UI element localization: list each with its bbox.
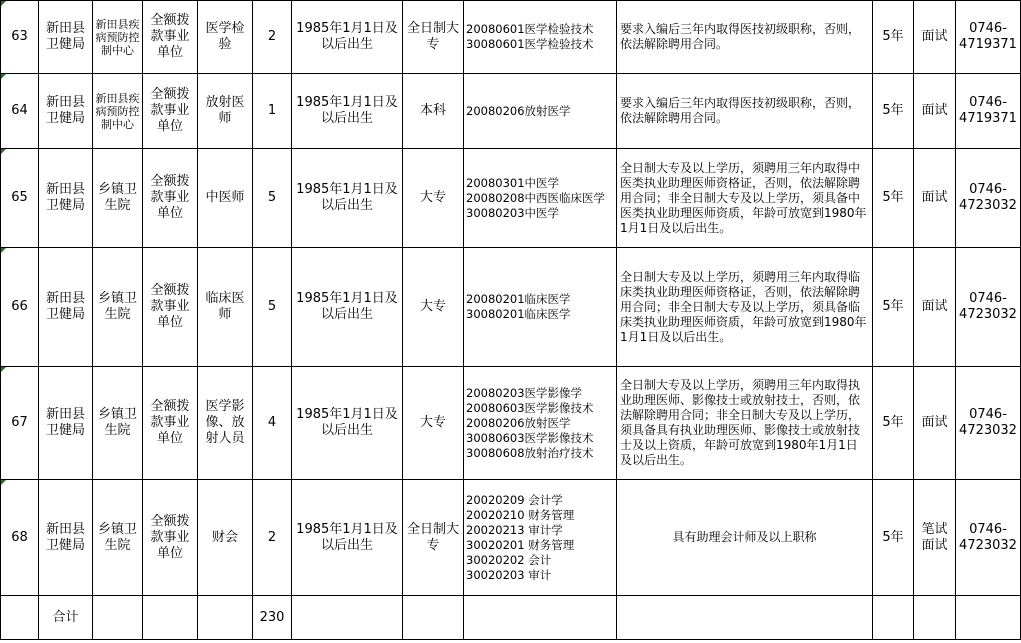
service-term-cell: 5年 (873, 1, 914, 74)
post-cell: 放射医 师 (198, 74, 253, 149)
unit-cell: 乡镇卫 生院 (93, 480, 143, 596)
empty-cell (93, 596, 143, 640)
phone-cell: 0746- 4723032 (956, 480, 1021, 596)
headcount-cell: 2 (253, 480, 292, 596)
post-cell: 财会 (198, 480, 253, 596)
post-cell: 医学影 像、放 射人员 (198, 367, 253, 480)
row-number: 64 (1, 74, 39, 149)
exam-method-cell: 面试 (914, 367, 956, 480)
exam-method-cell: 笔试 面试 (914, 480, 956, 596)
department-cell: 新田县 卫健局 (39, 149, 93, 248)
phone-cell: 0746- 4723032 (956, 367, 1021, 480)
empty-cell (873, 596, 914, 640)
major-cell: 20080601医学检验技术 30080601医学检验技术 (464, 1, 617, 74)
table-row (1, 1, 1021, 74)
row-number: 67 (1, 367, 39, 480)
total-label: 合计 (39, 596, 93, 640)
row-number: 68 (1, 480, 39, 596)
age-requirement-cell: 1985年1月1日及 以后出生 (292, 74, 403, 149)
headcount-cell: 5 (253, 248, 292, 367)
headcount-cell: 4 (253, 367, 292, 480)
service-term-cell: 5年 (873, 149, 914, 248)
department-cell: 新田县 卫健局 (39, 248, 93, 367)
service-term-cell: 5年 (873, 480, 914, 596)
phone-cell: 0746- 4719371 (956, 1, 1021, 74)
major-cell: 20020209 会计学 20020210 财务管理 20020213 审计学 30020201 财务管理 30020202 会计 30020203 审计 (464, 480, 617, 596)
requirement-cell: 要求入编后三年内取得医技初级职称，否则，依法解除聘用合同。 (617, 1, 873, 74)
empty-cell (617, 596, 873, 640)
table-row (1, 149, 1021, 248)
phone-cell: 0746- 4723032 (956, 248, 1021, 367)
table-row (1, 367, 1021, 480)
unit-cell: 乡镇卫 生院 (93, 149, 143, 248)
requirement-cell: 全日制大专及以上学历，须聘用三年内取得中医类执业助理医师资格证，否则，依法解除聘用合同；非全日制大专及以上学历，须具备中医类执业助理医师资质，年龄可放宽到1980年1月1日及以后出生。 (617, 149, 873, 248)
unit-cell: 乡镇卫 生院 (93, 248, 143, 367)
total-row (1, 596, 1021, 640)
department-cell: 新田县 卫健局 (39, 480, 93, 596)
row-number: 65 (1, 149, 39, 248)
unit-nature-cell: 全额拨 款事业 单位 (143, 1, 198, 74)
requirement-cell: 全日制大专及以上学历，须聘用三年内取得执业助理医师、影像技士或放射技士，否则，依法解除聘用合同；非全日制大专及以上学历，须具备具有执业助理医师、影像技士或放射技士及以上资质，年龄可放宽到1980年1月1日及以后出生。 (617, 367, 873, 480)
education-cell: 全日制大 专 (403, 480, 464, 596)
age-requirement-cell: 1985年1月1日及 以后出生 (292, 1, 403, 74)
row-number: 63 (1, 1, 39, 74)
unit-nature-cell: 全额拨 款事业 单位 (143, 74, 198, 149)
education-cell: 大专 (403, 149, 464, 248)
requirement-cell: 要求入编后三年内取得医技初级职称，否则，依法解除聘用合同。 (617, 74, 873, 149)
major-cell: 20080206放射医学 (464, 74, 617, 149)
empty-cell (198, 596, 253, 640)
phone-cell: 0746- 4723032 (956, 149, 1021, 248)
headcount-cell: 2 (253, 1, 292, 74)
table-body (1, 1, 1021, 640)
empty-cell (914, 596, 956, 640)
department-cell: 新田县 卫健局 (39, 74, 93, 149)
age-requirement-cell: 1985年1月1日及 以后出生 (292, 149, 403, 248)
post-cell: 医学检 验 (198, 1, 253, 74)
empty-cell (464, 596, 617, 640)
exam-method-cell: 面试 (914, 74, 956, 149)
education-cell: 全日制大 专 (403, 1, 464, 74)
requirement-cell: 具有助理会计师及以上职称 (617, 480, 873, 596)
age-requirement-cell: 1985年1月1日及 以后出生 (292, 367, 403, 480)
age-requirement-cell: 1985年1月1日及 以后出生 (292, 480, 403, 596)
empty-cell (1, 596, 39, 640)
exam-method-cell: 面试 (914, 248, 956, 367)
total-count: 230 (253, 596, 292, 640)
service-term-cell: 5年 (873, 74, 914, 149)
unit-nature-cell: 全额拨 款事业 单位 (143, 149, 198, 248)
education-cell: 本科 (403, 74, 464, 149)
unit-cell: 新田县疾 病预防控 制中心 (93, 1, 143, 74)
headcount-cell: 5 (253, 149, 292, 248)
unit-nature-cell: 全额拨 款事业 单位 (143, 248, 198, 367)
table-row (1, 248, 1021, 367)
department-cell: 新田县 卫健局 (39, 1, 93, 74)
table-row (1, 74, 1021, 149)
empty-cell (403, 596, 464, 640)
major-cell: 20080203医学影像学 20080603医学影像技术 20080206放射医学 30080603医学影像技术 30080608放射治疗技术 (464, 367, 617, 480)
major-cell: 20080301中医学 20080208中西医临床医学 30080203中医学 (464, 149, 617, 248)
exam-method-cell: 面试 (914, 149, 956, 248)
empty-cell (143, 596, 198, 640)
post-cell: 中医师 (198, 149, 253, 248)
service-term-cell: 5年 (873, 367, 914, 480)
unit-cell: 新田县疾 病预防控 制中心 (93, 74, 143, 149)
unit-nature-cell: 全额拨 款事业 单位 (143, 480, 198, 596)
major-cell: 20080201临床医学 30080201临床医学 (464, 248, 617, 367)
unit-nature-cell: 全额拨 款事业 单位 (143, 367, 198, 480)
service-term-cell: 5年 (873, 248, 914, 367)
department-cell: 新田县 卫健局 (39, 367, 93, 480)
requirement-cell: 全日制大专及以上学历，须聘用三年内取得临床类执业助理医师资格证，否则，依法解除聘用合同；非全日制大专及以上学历，须具备临床类执业助理医师资质，年龄可放宽到1980年1月1日及以后出生。 (617, 248, 873, 367)
row-number: 66 (1, 248, 39, 367)
empty-cell (956, 596, 1021, 640)
unit-cell: 乡镇卫 生院 (93, 367, 143, 480)
empty-cell (292, 596, 403, 640)
age-requirement-cell: 1985年1月1日及 以后出生 (292, 248, 403, 367)
education-cell: 大专 (403, 367, 464, 480)
exam-method-cell: 面试 (914, 1, 956, 74)
phone-cell: 0746- 4719371 (956, 74, 1021, 149)
education-cell: 大专 (403, 248, 464, 367)
table-row (1, 480, 1021, 596)
headcount-cell: 1 (253, 74, 292, 149)
post-cell: 临床医 师 (198, 248, 253, 367)
